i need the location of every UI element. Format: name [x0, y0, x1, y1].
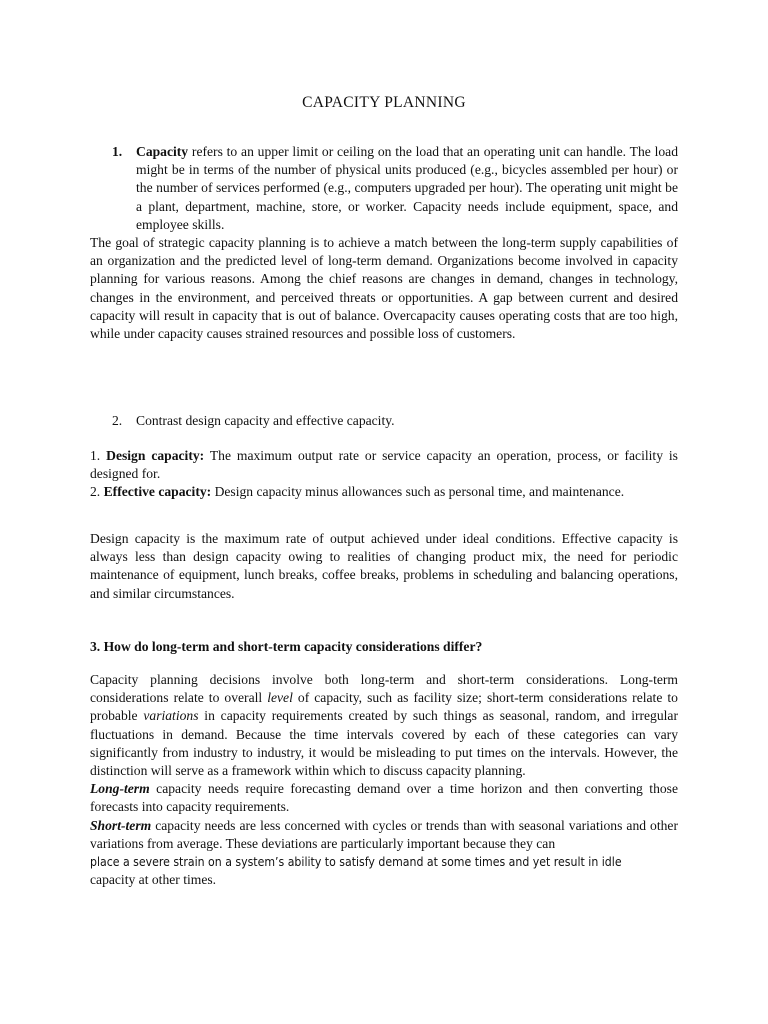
definition-number: 1.: [90, 448, 101, 463]
document-page: [90, 0, 678, 1024]
question-2-text: [90, 412, 678, 430]
long-term-text: capacity needs require forecasting demand over a time horizon and then converting those forecasts into capacity requirements.: [90, 781, 678, 815]
capacity-term: Capacity: [136, 144, 189, 159]
long-term-term: Long-term: [90, 781, 150, 797]
list-number: 2.: [112, 413, 123, 428]
definition-number: 2.: [90, 484, 101, 500]
definitions-list: [90, 447, 678, 502]
short-term-last-line: capacity at other times.: [90, 872, 217, 888]
definition-text: The maximum output rate or service capacity an operation, process, or facility is designed for.: [90, 448, 678, 482]
paragraph-text: in capacity requirements created by such things as seasonal, random, and irregular fluctuations in demand. Because the time intervals covered by each of these categories can vary significantly from industry to industry, it would be misleading to put times on the intervals. However, the distinction will serve as a framework within which to discuss capacity planning.: [90, 708, 678, 779]
short-term-text: capacity needs are less concerned with cycles or trends than with seasonal variations and other variations from average. These deviations are particularly important because they can: [90, 817, 678, 851]
goal-paragraph: The goal of strategic capacity planning is to achieve a match between the long-term supply capabilities of an organization and the predicted level of long-term demand. Organizations become involved in capacity planning for various reasons. Among the chief reasons are changes in demand, changes in technology, changes in the environment, and perceived threats or opportunities. A gap between current and desired capacity will result in capacity that is out of balance. Overcapacity causes operating costs that are too high, while under capacity causes strained resources and possible loss of customers.: [90, 235, 678, 342]
list-number: 1.: [112, 144, 123, 159]
capacity-text: refers to an upper limit or ceiling on the load that an operating unit can handle. The load might be in terms of the number of physical units produced (e.g., bicycles assembled per hour) or the number of services performed (e.g., computers upgraded per hour). The operating unit might be a plant, department, machine, store, or worker. Capacity needs include equipment, space, and employee skills.: [136, 144, 678, 232]
paragraph-text: Capacity planning decisions involve both long-term and short-term considerations. Long-term considerations relate to overall: [90, 672, 678, 706]
page-title: CAPACITY PLANNING: [302, 94, 466, 111]
considerations-paragraph: [90, 671, 678, 780]
question-3: [90, 638, 678, 656]
long-term-paragraph: [90, 780, 678, 816]
emphasis-level: level: [267, 690, 293, 706]
design-paragraph-block: [90, 530, 678, 603]
definition-text: Design capacity minus allowances such as personal time, and maintenance.: [211, 484, 625, 500]
question-2: [90, 412, 678, 430]
definition-design-capacity: [90, 447, 678, 483]
question-3-text: 3. How do long-term and short-term capacity considerations differ?: [90, 639, 483, 654]
emphasis-variations: variations: [143, 708, 199, 724]
question-3-heading: [90, 638, 678, 656]
short-term-term: Short-term: [90, 817, 152, 833]
capacity-definition: [90, 143, 678, 234]
definition-term: Effective capacity:: [103, 484, 212, 500]
short-term-paragraph: [90, 817, 678, 890]
paragraph-text: of capacity, such as facility size; short-term considerations relate to probable: [90, 690, 678, 724]
question-3-answer: [90, 671, 678, 889]
design-paragraph: Design capacity is the maximum rate of output achieved under ideal conditions. Effective capacity is always less than design capacity owing to realities of changing product mix, the need for periodic maintenance of equipment, lunch breaks, coffee breaks, problems in scheduling and balancing operations, and similar circumstances.: [90, 531, 678, 601]
definition-effective-capacity: [90, 483, 678, 501]
definition-term: Design capacity:: [106, 448, 205, 463]
short-term-sans-line: place a severe strain on a system’s ability to satisfy demand at some times and yet result in idle: [90, 855, 622, 870]
question-1: [90, 143, 678, 343]
question-2-label: Contrast design capacity and effective capacity.: [136, 413, 395, 428]
